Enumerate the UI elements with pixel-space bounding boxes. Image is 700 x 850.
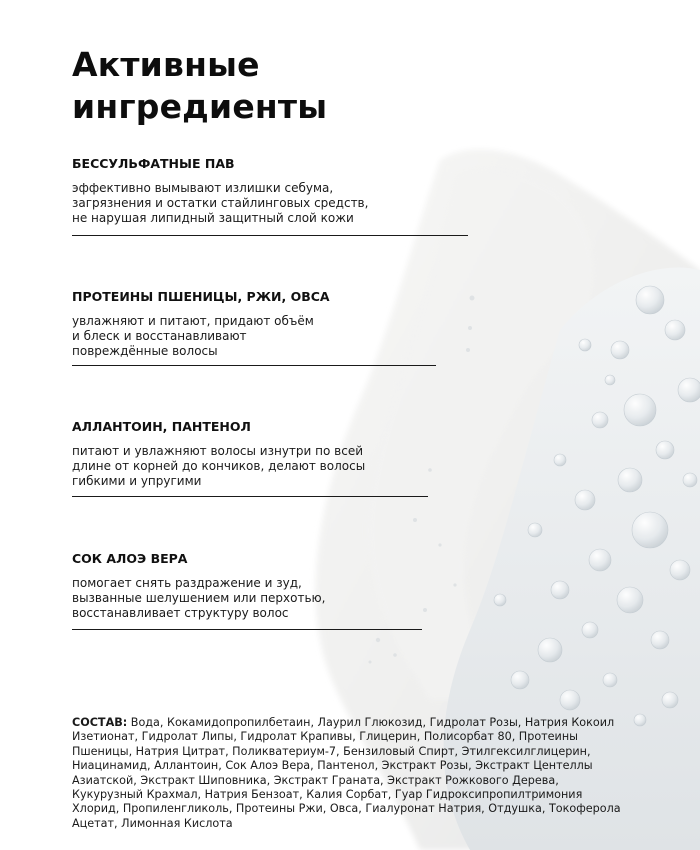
ingredient-block-aloe <box>72 551 412 621</box>
ingredient-description: помогает снять раздражение и зуд, вызванные шелушением или перхотью, восстанавливает структуру волос <box>72 576 326 620</box>
ingredient-title: ПРОТЕИНЫ ПШЕНИЦЫ, РЖИ, ОВСА <box>72 289 330 304</box>
ingredient-description: увлажняют и питают, придают объём и блеск и восстанавливают повреждённые волосы <box>72 314 314 358</box>
divider-line <box>72 365 436 366</box>
divider-line <box>72 235 468 236</box>
ingredient-block-proteins <box>72 289 412 359</box>
page-title-line-2: ингредиенты <box>72 87 328 126</box>
ingredient-title: СОК АЛОЭ ВЕРА <box>72 551 188 566</box>
ingredient-description: питают и увлажняют волосы изнутри по всей длине от корней до кончиков, делают волосы гибкими и упругими <box>72 444 366 488</box>
ingredient-title: АЛЛАНТОИН, ПАНТЕНОЛ <box>72 419 251 434</box>
composition-text <box>72 716 632 831</box>
ingredient-description: эффективно вымывают излишки себума, загрязнения и остатки стайлинговых средств, не нарушая липидный защитный слой кожи <box>72 181 369 225</box>
composition-label: СОСТАВ: <box>72 716 128 729</box>
ingredient-block-surfactants <box>72 156 412 226</box>
divider-line <box>72 496 428 497</box>
composition-list: Вода, Кокамидопропилбетаин, Лаурил Глюкозид, Гидролат Розы, Натрия Кокоил Изетионат, Гидролат Липы, Гидролат Крапивы, Глицерин, Полисорбат 80, Протеины Пшеницы, Натрия Цитрат, Поликватериум-7, Бензиловый Спирт, Этилгексилглицерин, Ниацинамид, Аллантоин, Сок Алоэ Вера, Пантенол, Экстракт Розы, Экстракт Центеллы Азиатской, Экстракт Шиповника, Экстракт Граната, Экстракт Рожкового Дерева, Кукурузный Крахмал, Натрия Бензоат, Калия Сорбат, Гуар Гидроксипропилтримония Хлорид, Пропиленгликоль, Протеины Ржи, Овса, Гиалуронат Натрия, Отдушка, Токоферола Ацетат, Лимонная Кислота <box>72 716 621 830</box>
ingredient-title: БЕССУЛЬФАТНЫЕ ПАВ <box>72 156 235 171</box>
divider-line <box>72 629 422 630</box>
page-title-line-1: Активные <box>72 45 260 84</box>
ingredient-block-allantoin <box>72 419 412 489</box>
page-title <box>72 44 327 128</box>
